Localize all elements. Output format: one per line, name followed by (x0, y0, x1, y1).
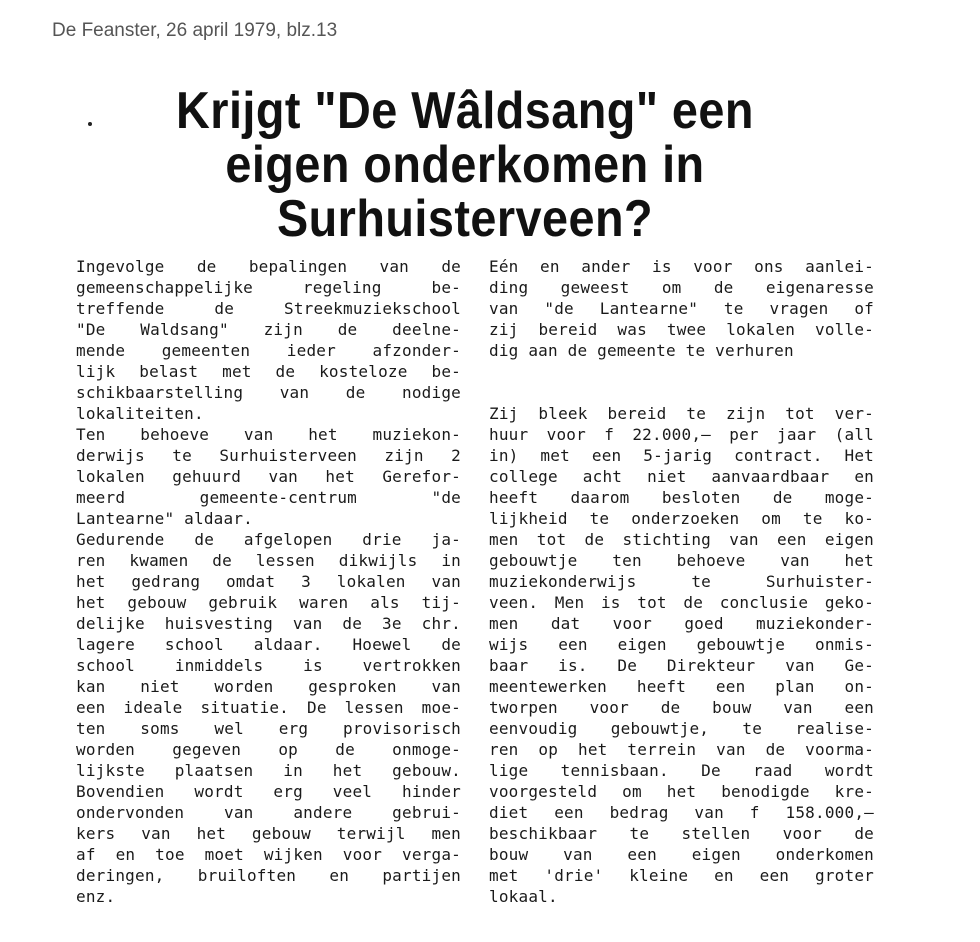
article-line: lijkheid te onderzoeken om te ko- (489, 509, 874, 528)
headline-line-2: eigen onderkomen in (225, 136, 705, 194)
article-line: ren kwamen de lessen dikwijls in (76, 551, 461, 570)
article-column-right (489, 256, 874, 907)
article-line: schikbaarstelling van de nodige (76, 383, 461, 402)
headline-line-1: Krijgt "De Wâldsang" een (176, 82, 754, 140)
article-line: deringen, bruiloften en partijen (76, 866, 461, 885)
article-line: ondervonden van andere gebrui- (76, 803, 461, 822)
article-line: muziekonderwijs te Surhuister- (489, 572, 874, 591)
article-line: ding geweest om de eigenaresse (489, 278, 874, 297)
article-line: "De Waldsang" zijn de deelne- (76, 320, 461, 339)
article-line: Gedurende de afgelopen drie ja- (76, 530, 461, 549)
article-line: Ingevolge de bepalingen van de (76, 257, 461, 276)
article-line: Eén en ander is voor ons aanlei- (489, 257, 874, 276)
article-line: gebouwtje ten behoeve van het (489, 551, 874, 570)
article-line: worden gegeven op de onmoge- (76, 740, 461, 759)
article-line: Lantearne" aldaar. (76, 509, 253, 528)
article-line: delijke huisvesting van de 3e chr. (76, 614, 461, 633)
article-line: gemeenschappelijke regeling be- (76, 278, 461, 297)
article-line: beschikbaar te stellen voor de (489, 824, 874, 843)
article-column-left (76, 256, 461, 907)
article-line: wijs een eigen gebouwtje onmis- (489, 635, 874, 654)
article-line: lijkste plaatsen in het gebouw. (76, 761, 461, 780)
article-line: ren op het terrein van de voorma- (489, 740, 874, 759)
article-line: mende gemeenten ieder afzonder- (76, 341, 461, 360)
article-line: van "de Lantearne" te vragen of (489, 299, 874, 318)
article-line: het gedrang omdat 3 lokalen van (76, 572, 461, 591)
article-line: Zij bleek bereid te zijn tot ver- (489, 404, 874, 423)
paragraph-gap (489, 361, 874, 403)
article-line: een ideale situatie. De lessen moe- (76, 698, 461, 717)
article-headline (137, 84, 794, 246)
article-line: lokaal. (489, 887, 558, 906)
article-line: af en toe moet wijken voor verga- (76, 845, 461, 864)
article-line: huur voor f 22.000,— per jaar (all (489, 425, 874, 444)
article-line: tworpen voor de bouw van een (489, 698, 874, 717)
print-speck (88, 122, 92, 126)
article-line: men tot de stichting van een eigen (489, 530, 874, 549)
article-line: kan niet worden gesproken van (76, 677, 461, 696)
article-line: veen. Men is tot de conclusie geko- (489, 593, 874, 612)
article-line: ten soms wel erg provisorisch (76, 719, 461, 738)
article-line: college acht niet aanvaardbaar en (489, 467, 874, 486)
headline-line-3: Surhuisterveen? (276, 190, 654, 248)
article-line: bouw van een eigen onderkomen (489, 845, 874, 864)
article-line: lokalen gehuurd van het Gerefor- (76, 467, 461, 486)
article-line: baar is. De Direkteur van Ge- (489, 656, 874, 675)
article-line: in) met een 5-jarig contract. Het (489, 446, 874, 465)
article-line: treffende de Streekmuziekschool (76, 299, 461, 318)
article-line: meentewerken heeft een plan on- (489, 677, 874, 696)
article-line: lijk belast met de kosteloze be- (76, 362, 461, 381)
article-line: het gebouw gebruik waren als tij- (76, 593, 461, 612)
article-line: eenvoudig gebouwtje, te realise- (489, 719, 874, 738)
article-line: dig aan de gemeente te verhuren (489, 341, 794, 360)
article-line: diet een bedrag van f 158.000,— (489, 803, 874, 822)
paragraph-response (489, 403, 874, 907)
article-line: heeft daarom besloten de moge- (489, 488, 874, 507)
article-line: voorgesteld om het benodigde kre- (489, 782, 874, 801)
article-line: men dat voor goed muziekonder- (489, 614, 874, 633)
article-line: lagere school aldaar. Hoewel de (76, 635, 461, 654)
article-line: enz. (76, 887, 116, 906)
article-line: Ten behoeve van het muziekon- (76, 425, 461, 444)
article-line: lige tennisbaan. De raad wordt (489, 761, 874, 780)
source-citation: De Feanster, 26 april 1979, blz.13 (52, 20, 338, 41)
article-line: derwijs te Surhuisterveen zijn 2 (76, 446, 461, 465)
paragraph-intro (489, 256, 874, 361)
article-line: lokaliteiten. (76, 404, 204, 423)
article-line: met 'drie' kleine en een groter (489, 866, 874, 885)
article-line: kers van het gebouw terwijl men (76, 824, 461, 843)
article-line: Bovendien wordt erg veel hinder (76, 782, 461, 801)
article-line: zij bereid was twee lokalen volle- (489, 320, 874, 339)
article-line: meerd gemeente-centrum "de (76, 488, 461, 507)
article-line: school inmiddels is vertrokken (76, 656, 461, 675)
